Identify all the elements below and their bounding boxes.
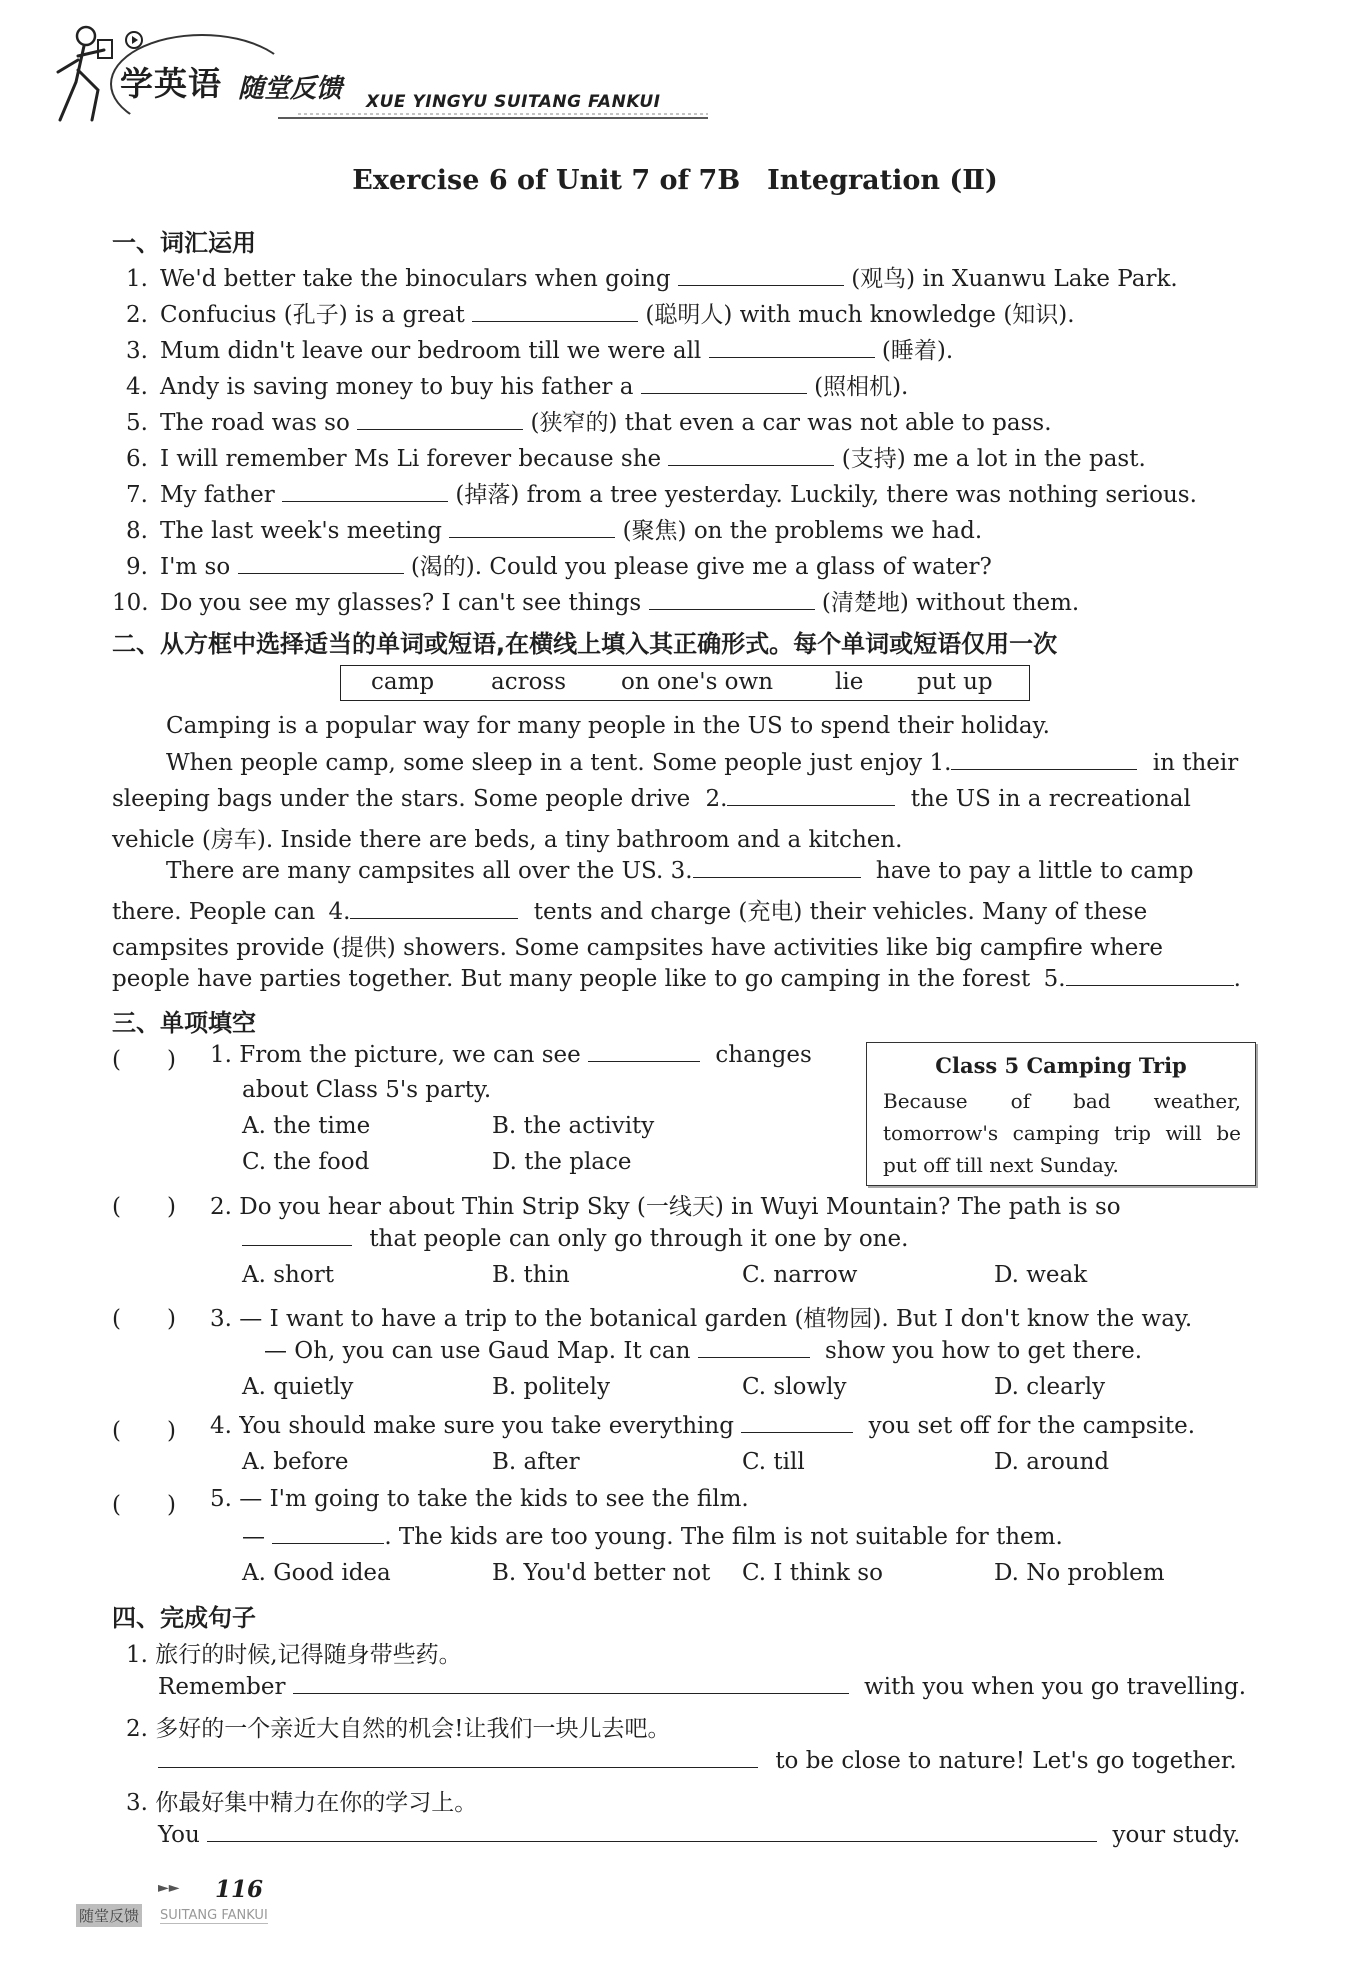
passage-line: campsites provide (提供) showers. Some campsites have activities like big campfire where [112,935,1163,961]
option-c[interactable]: C. I think so [742,1560,883,1586]
passage-line: There are many campsites all over the US. 3. have to pay a little to camp [166,858,1194,884]
answer-blank[interactable] [727,785,895,806]
option-c[interactable]: C. slowly [742,1374,847,1400]
answer-blank[interactable] [357,409,523,430]
answer-blank[interactable] [158,1747,758,1768]
answer-blank[interactable] [207,1821,1097,1842]
sentence-3-chinese: 3. 你最好集中精力在你的学习上。 [126,1790,478,1816]
answer-parentheses[interactable]: ( ) [112,1306,176,1332]
section-heading-word-bank: 二、从方框中选择适当的单词或短语,在横线上填入其正确形式。每个单词或短语仅用一次 [112,630,1058,658]
option-a[interactable]: A. the time [242,1113,371,1139]
passage-line: people have parties together. But many people like to go camping in the forest 5. . [112,966,1241,992]
word-option: across [491,669,567,695]
answer-blank[interactable] [709,337,875,358]
option-b[interactable]: B. You'd better not [492,1560,711,1586]
option-c[interactable]: C. narrow [742,1262,858,1288]
header-underline [278,100,708,120]
header-title: 学英语 [120,64,222,103]
question-1-cont: about Class 5's party. [242,1077,492,1103]
answer-blank[interactable] [668,445,834,466]
sentence-1: Remember with you when you go travelling. [158,1674,1247,1700]
header-pinyin: XUE YINGYU SUITANG FANKUI [366,92,661,112]
answer-blank[interactable] [698,1337,810,1358]
question-5: 5. — I'm going to take the kids to see the film. [210,1486,749,1512]
word-option: put up [917,669,993,695]
answer-blank[interactable] [1066,965,1234,986]
option-d[interactable]: D. the place [492,1149,632,1175]
option-c[interactable]: C. the food [242,1149,370,1175]
section-heading-complete-sentences: 四、完成句子 [112,1604,256,1632]
option-a[interactable]: A. Good idea [242,1560,391,1586]
answer-blank[interactable] [272,1523,384,1544]
header-subtitle: 随堂反馈 [238,74,343,104]
option-a[interactable]: A. short [242,1262,334,1288]
sentence-2: to be close to nature! Let's go together. [158,1747,1237,1774]
option-d[interactable]: D. clearly [994,1374,1106,1400]
answer-blank[interactable] [293,1673,849,1694]
play-icon [124,30,144,50]
answer-parentheses[interactable]: ( ) [112,1492,176,1518]
answer-parentheses[interactable]: ( ) [112,1418,176,1444]
passage-line: vehicle (房车). Inside there are beds, a tiny bathroom and a kitchen. [112,827,903,853]
option-a[interactable]: A. before [242,1449,349,1475]
camping-trip-notice [866,1042,1256,1186]
answer-blank[interactable] [693,857,861,878]
answer-blank[interactable] [641,373,807,394]
question-2: 2. Do you hear about Thin Strip Sky (一线天) in Wuyi Mountain? The path is so [210,1194,1121,1220]
notice-title: Class 5 Camping Trip [935,1053,1187,1078]
footer-sublabel: SUITANG FANKUI [160,1908,268,1923]
passage-line: When people camp, some sleep in a tent. Some people just enjoy 1. in their [166,750,1239,776]
question-2-cont: that people can only go through it one by one. [242,1225,908,1252]
answer-parentheses[interactable]: ( ) [112,1047,176,1073]
option-c[interactable]: C. till [742,1449,805,1475]
vocab-item: 7. My father (掉落) from a tree yesterday. Luckily, there was nothing serious. [126,482,1197,508]
option-b[interactable]: B. politely [492,1374,611,1400]
answer-blank[interactable] [678,265,844,286]
option-d[interactable]: D. weak [994,1262,1088,1288]
section-heading-vocabulary: 一、词汇运用 [112,229,256,257]
passage-line: Camping is a popular way for many people in the US to spend their holiday. [166,713,1050,739]
answer-blank[interactable] [951,749,1137,770]
double-arrow-icon: ►► [158,1880,180,1896]
page-title: Exercise 6 of Unit 7 of 7B Integration (Ⅱ) [352,165,998,196]
vocab-item: 1. We'd better take the binoculars when going (观鸟) in Xuanwu Lake Park. [126,266,1178,292]
passage-line: there. People can 4. tents and charge (充电) their vehicles. Many of these [112,899,1148,925]
vocab-item: 4. Andy is saving money to buy his father a (照相机). [126,374,909,400]
vocab-item: 8. The last week's meeting (聚焦) on the problems we had. [126,518,983,544]
page-number: 116 [215,1876,264,1903]
question-1: 1. From the picture, we can see changes [210,1042,812,1068]
answer-blank[interactable] [588,1041,700,1062]
answer-blank[interactable] [741,1412,853,1433]
section-heading-multiple-choice: 三、单项填空 [112,1009,256,1037]
header-banner [48,20,728,132]
vocab-item: 9. I'm so (渴的). Could you please give me a glass of water? [126,554,992,580]
passage-line: sleeping bags under the stars. Some people drive 2. the US in a recreational [112,786,1191,812]
vocab-item: 10. Do you see my glasses? I can't see things (清楚地) without them. [112,590,1080,616]
word-option: on one's own [621,669,774,695]
vocab-item: 5. The road was so (狭窄的) that even a car was not able to pass. [126,410,1052,436]
vocab-item: 2. Confucius (孔子) is a great (聪明人) with much knowledge (知识). [126,302,1075,328]
option-d[interactable]: D. around [994,1449,1110,1475]
question-3-cont: — Oh, you can use Gaud Map. It can show you how to get there. [264,1338,1143,1364]
answer-blank[interactable] [649,589,815,610]
footer-label: 随堂反馈 [76,1904,142,1927]
word-option: lie [835,669,864,695]
vocab-item: 3. Mum didn't leave our bedroom till we were all (睡着). [126,338,954,364]
answer-blank[interactable] [350,898,518,919]
answer-parentheses[interactable]: ( ) [112,1194,176,1220]
option-b[interactable]: B. the activity [492,1113,655,1139]
sentence-1-chinese: 1. 旅行的时候,记得随身带些药。 [126,1642,462,1668]
sentence-2-chinese: 2. 多好的一个亲近大自然的机会!让我们一块儿去吧。 [126,1716,671,1742]
answer-blank[interactable] [449,517,615,538]
option-d[interactable]: D. No problem [994,1560,1165,1586]
answer-blank[interactable] [242,1225,352,1246]
question-3: 3. — I want to have a trip to the botanical garden (植物园). But I don't know the way. [210,1306,1193,1332]
word-option: camp [371,669,435,695]
answer-blank[interactable] [238,553,404,574]
answer-blank[interactable] [282,481,448,502]
question-4: 4. You should make sure you take everything you set off for the campsite. [210,1413,1196,1439]
answer-blank[interactable] [472,301,638,322]
word-bank-box [340,665,1030,701]
option-b[interactable]: B. after [492,1449,580,1475]
question-5-cont: — . The kids are too young. The film is not suitable for them. [242,1524,1063,1550]
notice-body: Because of bad weather, tomorrow's camping trip will be put off till next Sunday. [883,1089,1241,1177]
option-a[interactable]: A. quietly [242,1374,354,1400]
vocab-item: 6. I will remember Ms Li forever because she (支持) me a lot in the past. [126,446,1146,472]
option-b[interactable]: B. thin [492,1262,570,1288]
sentence-3: You your study. [158,1822,1241,1848]
